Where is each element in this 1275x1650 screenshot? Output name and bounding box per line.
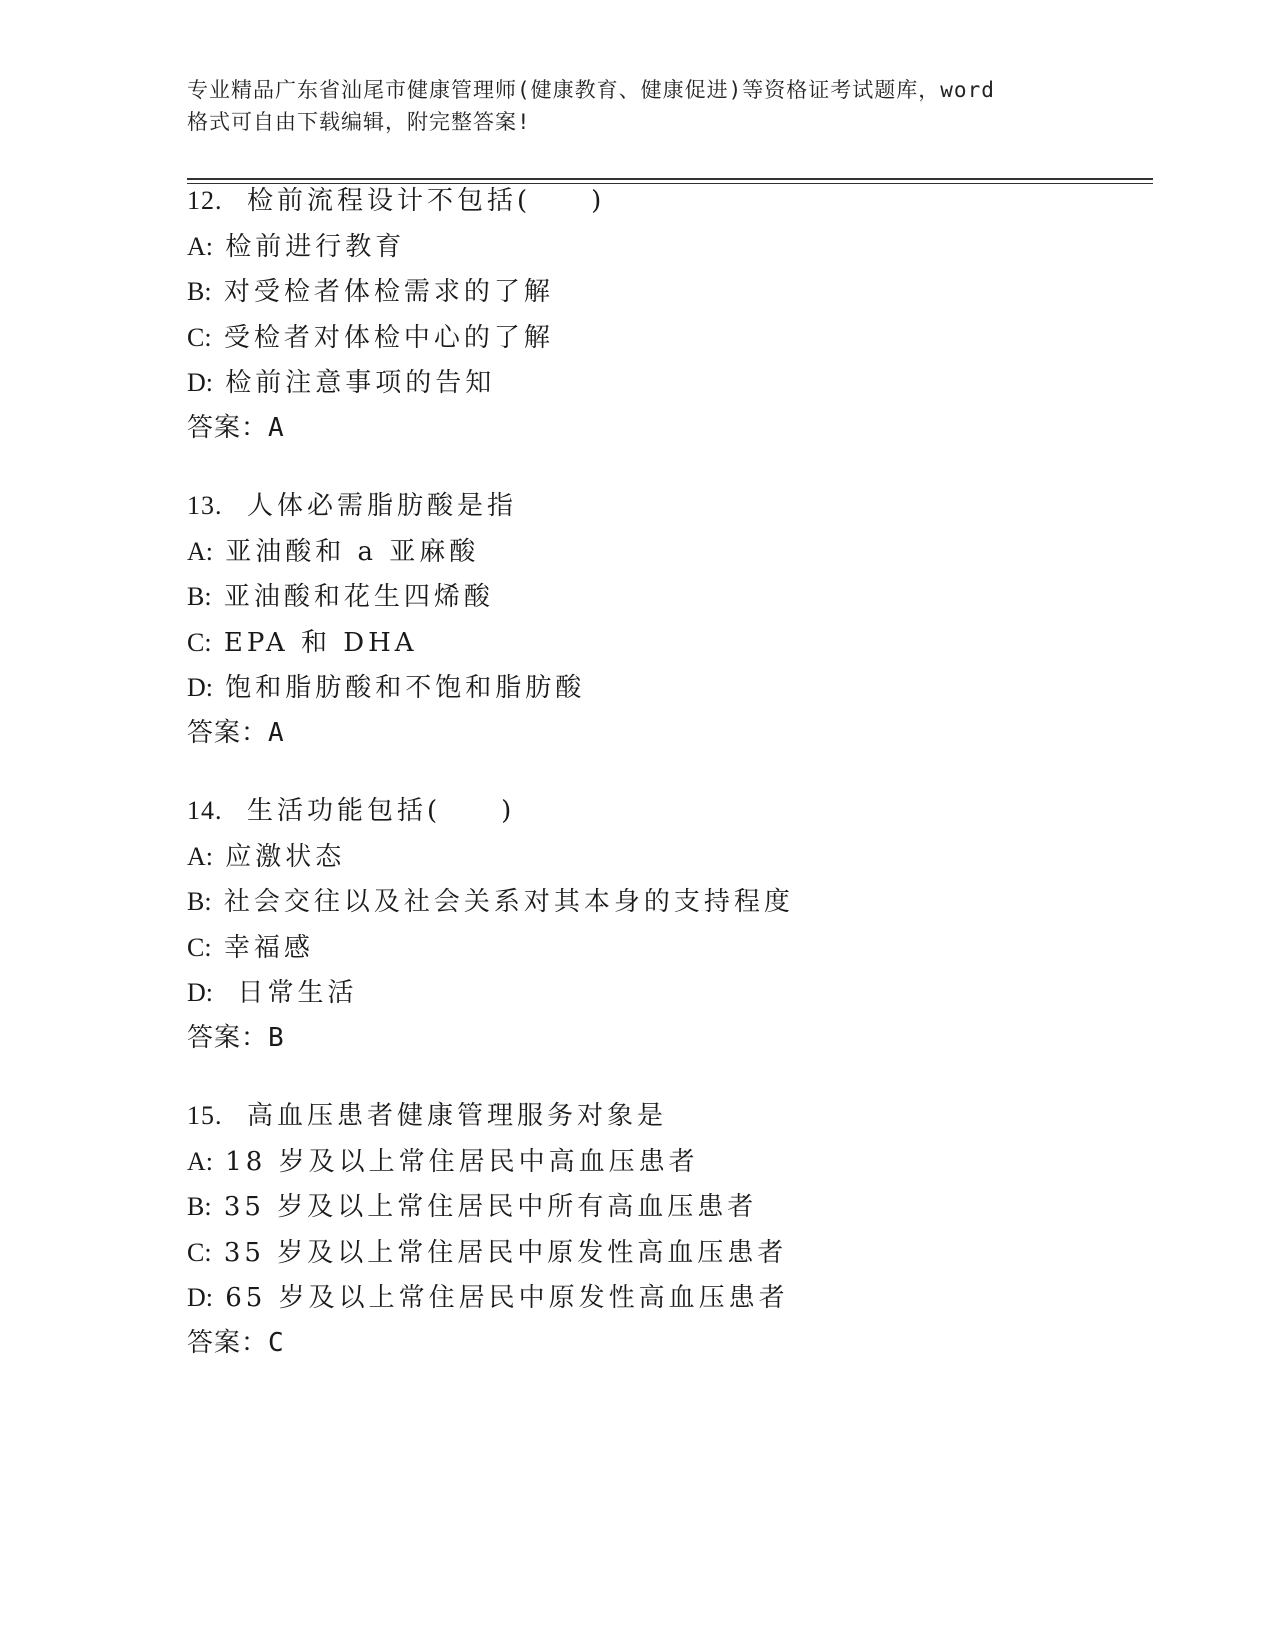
answer-value: B	[268, 1022, 285, 1053]
question-number: 12.	[187, 186, 223, 215]
question-text: 检前流程设计不包括( )	[247, 186, 606, 216]
option-text: 应激状态	[225, 841, 346, 872]
question-12	[187, 178, 1137, 451]
answer-label: 答案：	[187, 1022, 269, 1053]
document-header	[187, 74, 1087, 138]
option-letter: A:	[187, 536, 213, 566]
question-text: 高血压患者健康管理服务对象是	[247, 1101, 668, 1131]
option-text: 亚油酸和花生四烯酸	[223, 582, 494, 612]
option-c	[187, 1230, 1137, 1276]
option-b	[187, 574, 1137, 620]
option-b	[187, 879, 1137, 925]
question-number: 13.	[187, 491, 223, 520]
option-text: 65 岁及以上常住居民中原发性高血压患者	[225, 1283, 789, 1313]
answer	[187, 711, 1137, 757]
option-d	[187, 970, 1137, 1016]
option-text: 亚油酸和 a 亚麻酸	[225, 536, 480, 567]
question-number: 14.	[187, 796, 223, 825]
option-d	[187, 665, 1137, 711]
option-letter: B:	[187, 277, 212, 306]
option-text: 对受检者体检需求的了解	[223, 277, 554, 307]
option-text: 社会交往以及社会关系对其本身的支持程度	[223, 887, 794, 917]
option-c	[187, 315, 1137, 361]
header-line-1: 专业精品广东省汕尾市健康管理师(健康教育、健康促进)等资格证考试题库，word	[187, 78, 995, 102]
answer-value: A	[268, 412, 285, 443]
option-text: EPA 和 DHA	[223, 627, 418, 658]
option-text: 18 岁及以上常住居民中高血压患者	[225, 1146, 699, 1177]
option-letter: B:	[187, 582, 212, 611]
option-letter: D:	[187, 673, 213, 702]
option-letter: A:	[187, 231, 213, 261]
option-text: 35 岁及以上常住居民中所有高血压患者	[223, 1192, 758, 1222]
question-number: 15.	[187, 1101, 223, 1130]
question-stem	[187, 788, 1137, 834]
option-c	[187, 620, 1137, 666]
option-letter: A:	[187, 1146, 213, 1176]
option-a	[187, 1139, 1137, 1185]
option-letter: B:	[187, 887, 212, 916]
option-letter: C:	[187, 627, 212, 657]
option-d	[187, 1275, 1137, 1321]
option-letter: C:	[187, 932, 212, 962]
question-text: 生活功能包括( )	[247, 796, 516, 826]
question-stem	[187, 483, 1137, 529]
option-a	[187, 529, 1137, 575]
option-text: 检前注意事项的告知	[225, 368, 496, 398]
option-a	[187, 224, 1137, 270]
option-d	[187, 360, 1137, 406]
option-letter: D:	[187, 1283, 213, 1312]
header-line-2: 格式可自由下载编辑，附完整答案!	[187, 110, 531, 134]
option-letter: B:	[187, 1192, 212, 1221]
answer	[187, 406, 1137, 452]
option-a	[187, 834, 1137, 880]
option-b	[187, 1184, 1137, 1230]
option-text: 受检者对体检中心的了解	[223, 322, 554, 353]
answer	[187, 1321, 1137, 1367]
answer-label: 答案：	[187, 1327, 269, 1358]
option-letter: C:	[187, 1237, 212, 1267]
question-13	[187, 483, 1137, 756]
option-c	[187, 925, 1137, 971]
answer-value: A	[268, 717, 285, 748]
answer-label: 答案：	[187, 717, 269, 748]
option-letter: D:	[187, 978, 213, 1007]
option-letter: D:	[187, 368, 213, 397]
option-letter: C:	[187, 322, 212, 352]
question-15	[187, 1093, 1137, 1366]
option-text: 日常生活	[225, 978, 358, 1008]
question-stem	[187, 178, 1137, 224]
question-stem	[187, 1093, 1137, 1139]
answer-value: C	[268, 1327, 285, 1358]
option-text: 35 岁及以上常住居民中原发性高血压患者	[223, 1237, 788, 1268]
question-14	[187, 788, 1137, 1061]
answer	[187, 1016, 1137, 1062]
question-text: 人体必需脂肪酸是指	[247, 491, 518, 521]
option-text: 幸福感	[223, 932, 314, 963]
option-letter: A:	[187, 841, 213, 871]
answer-label: 答案：	[187, 412, 269, 443]
option-text: 检前进行教育	[225, 231, 406, 262]
option-b	[187, 269, 1137, 315]
option-text: 饱和脂肪酸和不饱和脂肪酸	[225, 673, 586, 703]
